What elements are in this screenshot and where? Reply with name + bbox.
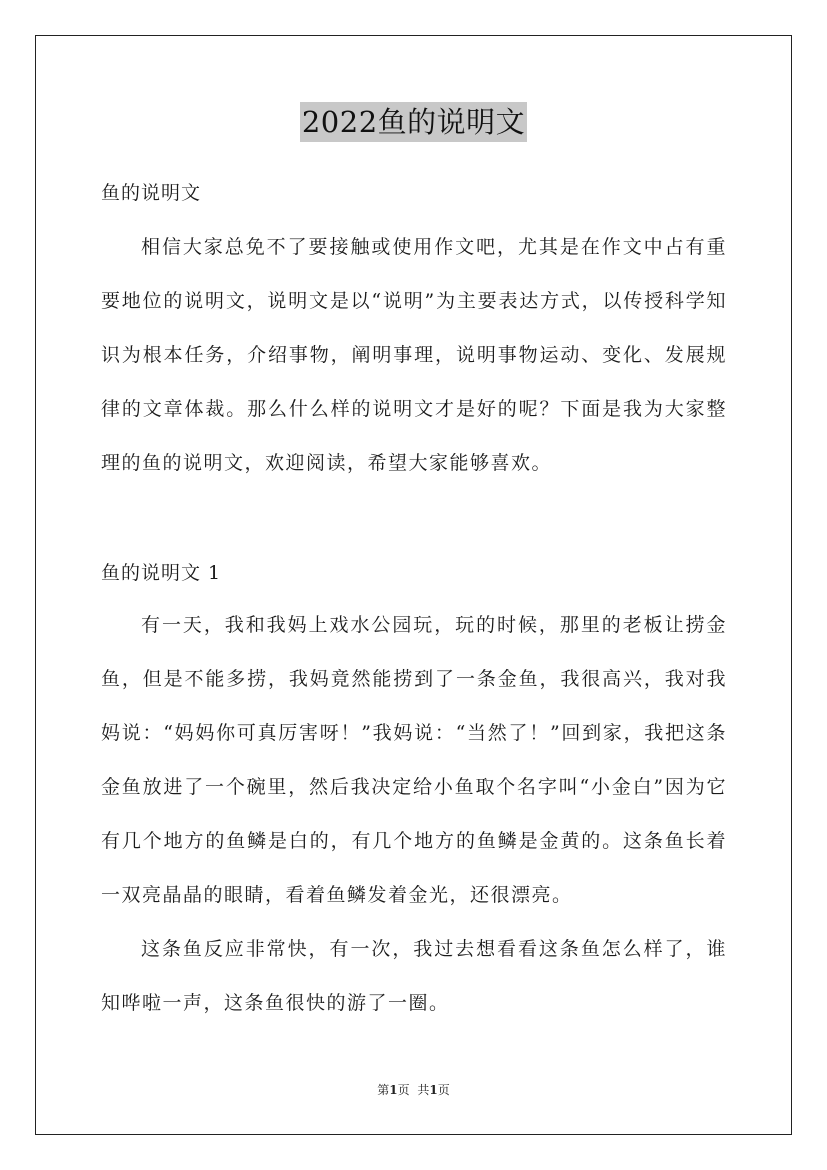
paragraph: 有一天，我和我妈上戏水公园玩，玩的时候，那里的老板让捞金鱼，但是不能多捞，我妈竟然能捞到了一条金鱼，我很高兴，我对我妈说：“妈妈你可真厉害呀！”我妈说：“当然了！”回到家，我把这条金鱼放进了一个碗里，然后我决定给小鱼取个名字叫“小金白”因为它有几个地方的鱼鳞是白的，有几个地方的鱼鳞是金黄的。这条鱼长着一双亮晶晶的眼睛，看着鱼鳞发着金光，还很漂亮。 — [101, 614, 727, 906]
footer-page-suffix: 页 — [397, 1083, 410, 1097]
page-footer — [0, 1082, 827, 1098]
footer-total-pages: 1 — [429, 1083, 438, 1097]
paragraph: 这条鱼反应非常快，有一次，我过去想看看这条鱼怎么样了，谁知哗啦一声，这条鱼很快的游了一圈。 — [101, 938, 727, 1014]
footer-total-prefix: 共 — [417, 1083, 430, 1097]
footer-total-suffix: 页 — [437, 1083, 450, 1097]
document-title: 2022鱼的说明文 — [300, 102, 527, 142]
paragraph: 相信大家总免不了要接触或使用作文吧，尤其是在作文中占有重要地位的说明文，说明文是以“说明”为主要表达方式，以传授科学知识为根本任务，介绍事物，阐明事理，说明事物运动、变化、发展规律的文章体裁。那么什么样的说明文才是好的呢？下面是我为大家整理的鱼的说明文，欢迎阅读，希望大家能够喜欢。 — [101, 236, 727, 474]
footer-page-number: 1 — [389, 1083, 398, 1097]
section-heading: 鱼的说明文 — [101, 182, 202, 204]
section-heading: 鱼的说明文 1 — [101, 562, 222, 584]
footer-prefix: 第 — [377, 1083, 390, 1097]
title-container — [0, 102, 827, 142]
